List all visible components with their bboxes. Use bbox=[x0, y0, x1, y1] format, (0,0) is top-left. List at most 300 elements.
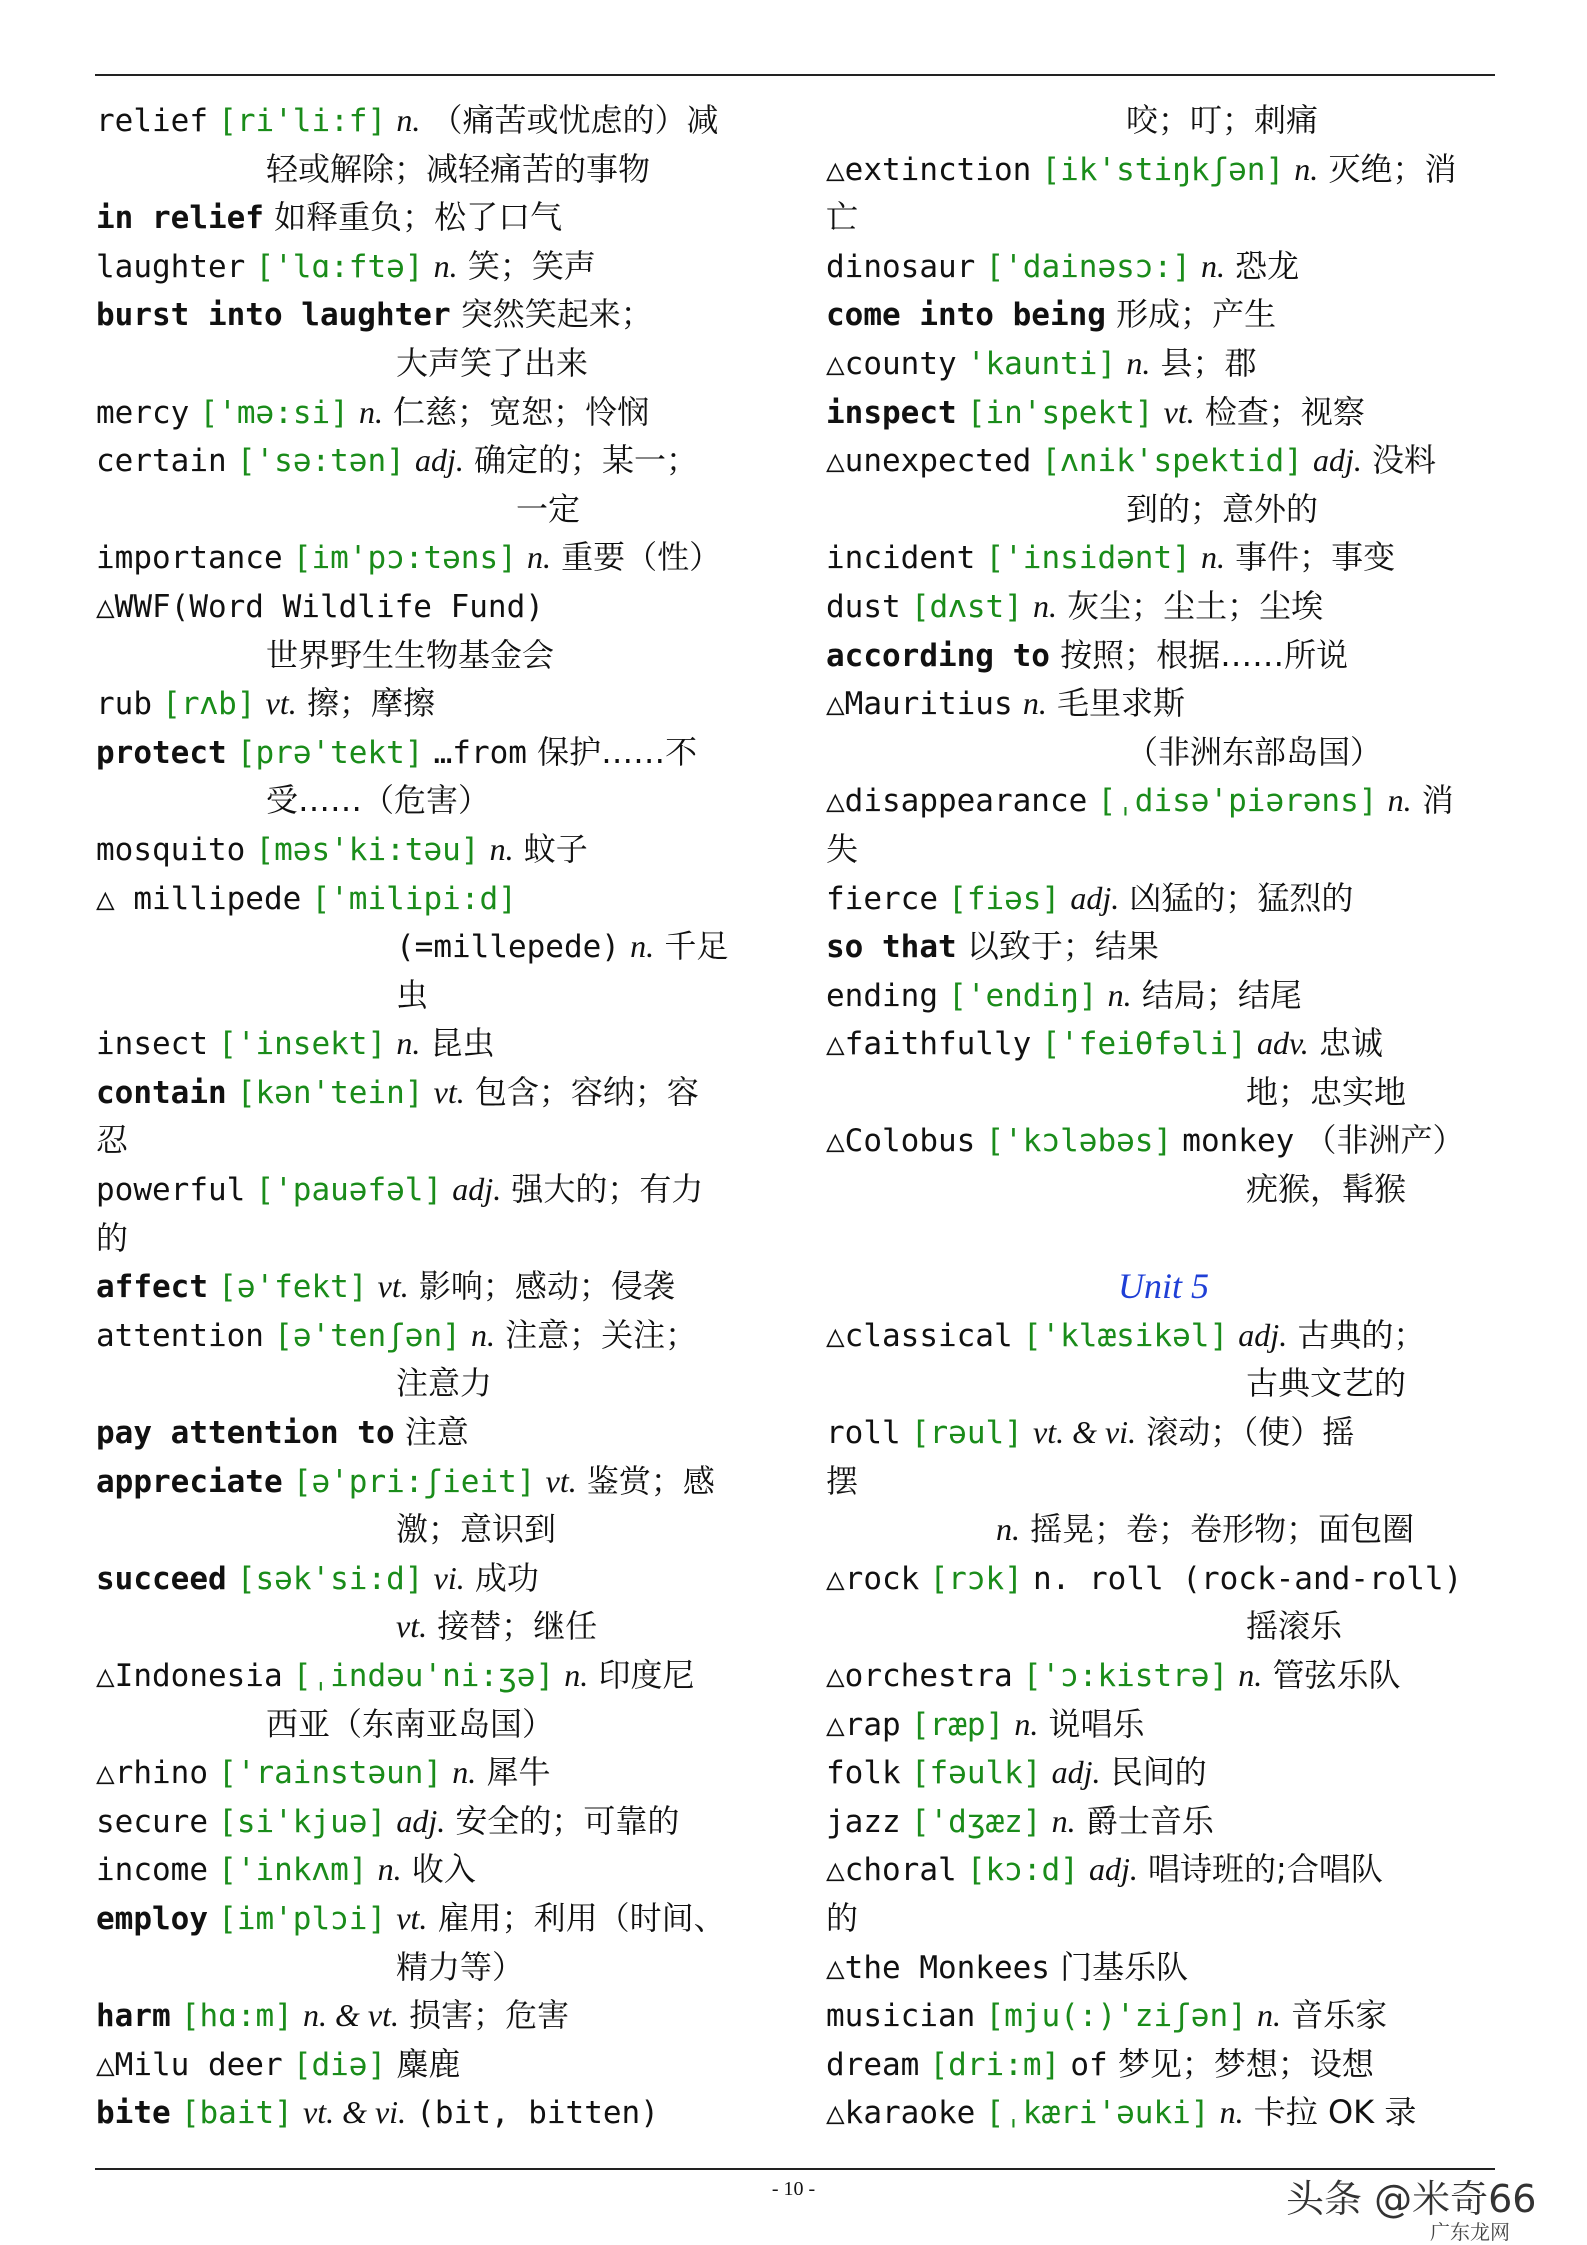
phonetic: [rʌb] bbox=[162, 686, 256, 723]
vocab-line bbox=[96, 193, 771, 242]
vocab-line bbox=[826, 874, 1501, 923]
vocab-line bbox=[96, 1262, 771, 1311]
definition: 仁慈；宽恕；怜悯 bbox=[393, 392, 650, 431]
headword: rub bbox=[96, 686, 152, 723]
vocab-line bbox=[96, 436, 771, 485]
vocab-line bbox=[826, 582, 1501, 631]
part-of-speech: vt. bbox=[433, 1073, 465, 1110]
headword: △choral bbox=[826, 1852, 957, 1889]
watermark-sub: 广东龙网 bbox=[1430, 2220, 1510, 2244]
headword: fierce bbox=[826, 880, 938, 917]
vocab-line bbox=[826, 1845, 1501, 1894]
part-of-speech: adj. bbox=[414, 442, 464, 479]
part-of-speech: n. bbox=[1107, 976, 1132, 1013]
part-of-speech: adj. bbox=[1051, 1754, 1101, 1791]
headword: dust bbox=[826, 588, 901, 625]
definition: 凶猛的；猛烈的 bbox=[1129, 878, 1354, 917]
headword: △faithfully bbox=[826, 1026, 1032, 1063]
vocab-line bbox=[826, 388, 1501, 437]
vocab-line bbox=[96, 971, 771, 1020]
definition: 注意；关注； bbox=[505, 1315, 698, 1354]
part-of-speech: n. bbox=[630, 928, 655, 965]
phonetic: [ə'tenʃən] bbox=[274, 1317, 461, 1354]
vocab-line bbox=[826, 922, 1501, 971]
vocab-line bbox=[96, 1359, 771, 1408]
definition: 唱诗班的;合唱队 bbox=[1148, 1850, 1383, 1889]
phonetic: [diə] bbox=[292, 2046, 387, 2083]
vocab-line bbox=[826, 1214, 1501, 1263]
headword: △unexpected bbox=[826, 443, 1032, 480]
phonetic: ['dainəsɔ:] bbox=[985, 248, 1191, 285]
definition: 音乐家 bbox=[1291, 1996, 1388, 2035]
vocab-line bbox=[96, 1991, 771, 2040]
vocab-line bbox=[826, 1505, 1501, 1554]
phonetic: [rəul] bbox=[910, 1415, 1023, 1452]
definition: 笑；笑声 bbox=[467, 246, 596, 285]
vocab-line bbox=[826, 1700, 1501, 1749]
part-of-speech: n. bbox=[1219, 2094, 1244, 2131]
phonetic: ['insekt] bbox=[218, 1026, 387, 1063]
phonetic: [ik'stiŋkʃən] bbox=[1041, 151, 1285, 188]
vocab-line bbox=[96, 485, 771, 534]
headword: △the Monkees bbox=[826, 1949, 1050, 1986]
part-of-speech: vt. & vi. bbox=[302, 2094, 407, 2131]
vocab-line bbox=[96, 242, 771, 291]
definition: 注意力 bbox=[396, 1364, 493, 1403]
definition: 按照；根据……所说 bbox=[1060, 635, 1349, 674]
headword: dinosaur bbox=[826, 248, 976, 285]
headword: burst into laughter bbox=[96, 297, 451, 334]
vocab-line bbox=[826, 339, 1501, 388]
vocab-line bbox=[826, 1116, 1501, 1165]
headword: harm bbox=[96, 1998, 171, 2035]
headword: in relief bbox=[96, 200, 264, 237]
vocab-line bbox=[826, 1457, 1501, 1506]
definition: 收入 bbox=[411, 1850, 476, 1889]
definition: 说唱乐 bbox=[1048, 1704, 1145, 1743]
vocab-line bbox=[826, 1262, 1501, 1311]
headword: △Mauritius bbox=[826, 686, 1013, 723]
headword: △classical bbox=[826, 1317, 1013, 1354]
definition: 的 bbox=[826, 1898, 859, 1937]
headword: income bbox=[96, 1852, 208, 1889]
part-of-speech: vi. bbox=[433, 1559, 465, 1596]
part-of-speech: vt. bbox=[545, 1462, 577, 1499]
part-of-speech: n. bbox=[1014, 1705, 1039, 1742]
vocab-line bbox=[96, 2040, 771, 2089]
phonetic: [ˌindəu'ni:ʒə] bbox=[292, 1658, 555, 1694]
phonetic: [fəulk] bbox=[910, 1755, 1042, 1792]
vocab-line bbox=[96, 1894, 771, 1943]
part-of-speech: n. bbox=[996, 1511, 1020, 1548]
definition: 麋鹿 bbox=[396, 2044, 461, 2083]
vocab-line bbox=[826, 825, 1501, 874]
headword: according to bbox=[826, 637, 1050, 674]
headword: succeed bbox=[96, 1560, 227, 1597]
vocab-line bbox=[96, 1651, 771, 1700]
part-of-speech: vt. bbox=[396, 1899, 428, 1936]
definition: 咬；叮；刺痛 bbox=[1126, 101, 1319, 139]
vocab-line bbox=[826, 533, 1501, 582]
vocab-line bbox=[96, 145, 771, 194]
part-of-speech: n. bbox=[526, 539, 551, 576]
definition: 昆虫 bbox=[430, 1024, 495, 1063]
definition: 摆 bbox=[826, 1461, 859, 1500]
part-of-speech: n. bbox=[1126, 344, 1151, 381]
vocab-line bbox=[826, 290, 1501, 339]
definition: 接替；继任 bbox=[437, 1607, 598, 1646]
definition: 雇用；利用（时间、 bbox=[437, 1898, 726, 1937]
part-of-speech: n. bbox=[1200, 539, 1225, 576]
headword: appreciate bbox=[96, 1463, 283, 1500]
page-number: - 10 - bbox=[771, 2178, 816, 2200]
headword: inspect bbox=[826, 394, 957, 431]
headword: dream bbox=[826, 2046, 920, 2083]
headword: attention bbox=[96, 1317, 264, 1354]
definition: 没料 bbox=[1372, 441, 1437, 480]
vocab-line bbox=[826, 1311, 1501, 1360]
definition: 一定 bbox=[516, 489, 581, 528]
headword: △karaoke bbox=[826, 2095, 976, 2132]
phonetic: [kən'tein] bbox=[236, 1074, 424, 1111]
part-of-speech: n. bbox=[377, 1851, 402, 1888]
definition: 虫 bbox=[396, 975, 429, 1014]
headword: bite bbox=[96, 2095, 171, 2132]
headword: mosquito bbox=[96, 831, 246, 868]
definition: 受……（危害） bbox=[266, 781, 491, 820]
definition: 犀牛 bbox=[486, 1753, 551, 1792]
part-of-speech: vt. bbox=[265, 685, 297, 722]
vocab-line bbox=[96, 728, 771, 777]
vocab-line bbox=[96, 1457, 771, 1506]
phonetic: [dri:m] bbox=[929, 2046, 1061, 2083]
part-of-speech: n. bbox=[489, 830, 514, 867]
vocab-line bbox=[96, 582, 771, 631]
vocab-line bbox=[96, 96, 771, 145]
headword: contain bbox=[96, 1074, 227, 1111]
phonetic: ['insidənt] bbox=[985, 540, 1191, 577]
vocab-line bbox=[826, 193, 1501, 242]
definition: 到的；意外的 bbox=[1126, 489, 1319, 528]
part-of-speech: vt. bbox=[1163, 393, 1195, 430]
definition: 忍 bbox=[96, 1121, 129, 1160]
phonetic: ['sə:tən] bbox=[236, 443, 405, 480]
phonetic: ['feiθfəli] bbox=[1041, 1026, 1247, 1063]
headword: mercy bbox=[96, 394, 190, 431]
headword: △rhino bbox=[96, 1755, 208, 1792]
headword: △Milu deer bbox=[96, 2046, 283, 2083]
vocab-line bbox=[96, 1068, 771, 1117]
definition: 消 bbox=[1421, 781, 1454, 820]
definition: 滚动；（使）摇 bbox=[1146, 1413, 1355, 1452]
vocab-line bbox=[96, 2088, 771, 2137]
definition: 千足 bbox=[664, 927, 729, 966]
vocab-line bbox=[826, 1554, 1501, 1603]
vocab-line bbox=[96, 1311, 771, 1360]
definition: 印度尼 bbox=[598, 1656, 695, 1694]
vocab-line bbox=[96, 825, 771, 874]
phonetic: [im'pɔ:təns] bbox=[292, 540, 517, 577]
vocab-line bbox=[96, 1408, 771, 1457]
headword: laughter bbox=[96, 248, 246, 285]
vocab-line bbox=[826, 679, 1501, 728]
part-of-speech: adv. bbox=[1256, 1025, 1309, 1062]
phonetic: ['dʒæz] bbox=[910, 1803, 1042, 1840]
definition: 西亚（东南亚岛国） bbox=[266, 1704, 555, 1743]
vocab-line bbox=[826, 1748, 1501, 1797]
part-of-speech: adj. bbox=[1088, 1851, 1138, 1888]
definition: 检查；视察 bbox=[1204, 392, 1365, 431]
vocab-line bbox=[96, 1554, 771, 1603]
phonetic: ['pauəfəl] bbox=[255, 1172, 443, 1209]
phonetic: [rɔk] bbox=[929, 1560, 1023, 1597]
headword: (=millepede) bbox=[396, 929, 620, 966]
headword: folk bbox=[826, 1755, 901, 1792]
part-of-speech: n. bbox=[470, 1316, 495, 1353]
definition: 摇晃；卷；卷形物；面包圈 bbox=[1030, 1510, 1415, 1549]
extra-text: n. roll (rock-and-roll) bbox=[1033, 1560, 1463, 1597]
extra-text: of bbox=[1070, 2046, 1108, 2083]
part-of-speech: adj. bbox=[452, 1171, 502, 1208]
vocab-line bbox=[96, 1165, 771, 1214]
definition: 古典的； bbox=[1297, 1315, 1426, 1354]
definition: 爵士音乐 bbox=[1085, 1801, 1214, 1840]
vocab-line bbox=[826, 1894, 1501, 1943]
definition: 古典文艺的 bbox=[1246, 1364, 1407, 1403]
vocab-line bbox=[96, 1116, 771, 1165]
phonetic: [ˌkæri'əuki] bbox=[985, 2095, 1210, 2132]
definition: 损害；危害 bbox=[409, 1996, 570, 2035]
headword: come into being bbox=[826, 297, 1106, 334]
definition: 地；忠实地 bbox=[1246, 1072, 1407, 1111]
phonetic: [hɑ:m] bbox=[180, 1998, 293, 2035]
definition: 卡拉 OK 录 bbox=[1253, 2093, 1417, 2132]
part-of-speech: n. bbox=[1256, 1997, 1281, 2034]
headword: △rock bbox=[826, 1560, 920, 1597]
vocab-line bbox=[96, 874, 771, 923]
phonetic: [fiəs] bbox=[948, 880, 1061, 917]
extra-text: monkey bbox=[1182, 1123, 1295, 1160]
vocab-line bbox=[826, 1797, 1501, 1846]
phonetic: ['inkʌm] bbox=[218, 1852, 368, 1889]
vocab-line bbox=[826, 1943, 1501, 1992]
definition: 轻或解除；减轻痛苦的事物 bbox=[266, 149, 651, 188]
headword: secure bbox=[96, 1803, 208, 1840]
vocab-line bbox=[826, 1651, 1501, 1700]
definition: 摇滚乐 bbox=[1246, 1607, 1343, 1646]
phonetic: [ʌnik'spektid] bbox=[1041, 443, 1303, 480]
definition: 影响；感动；侵袭 bbox=[418, 1267, 675, 1306]
phonetic: [in'spekt] bbox=[966, 394, 1154, 431]
headword: incident bbox=[826, 540, 976, 577]
definition: 结局；结尾 bbox=[1141, 975, 1302, 1014]
extra-text: …from bbox=[433, 734, 527, 771]
vocab-line bbox=[826, 2040, 1501, 2089]
definition: 强大的；有力 bbox=[511, 1170, 704, 1209]
vocab-line bbox=[96, 1214, 771, 1263]
headword: importance bbox=[96, 540, 283, 577]
definition: 管弦乐队 bbox=[1272, 1656, 1401, 1694]
header-rule bbox=[95, 74, 1495, 76]
left-column bbox=[96, 96, 771, 2137]
part-of-speech: n. bbox=[1238, 1657, 1263, 1693]
headword: △Colobus bbox=[826, 1123, 976, 1160]
vocab-line bbox=[96, 1602, 771, 1651]
headword: jazz bbox=[826, 1803, 901, 1840]
vocab-line bbox=[826, 631, 1501, 680]
headword: protect bbox=[96, 734, 227, 771]
vocab-line bbox=[826, 728, 1501, 777]
definition: 世界野生生物基金会 bbox=[266, 635, 555, 674]
phonetic: [dʌst] bbox=[910, 588, 1023, 625]
vocab-line bbox=[96, 679, 771, 728]
definition: 毛里求斯 bbox=[1056, 684, 1185, 723]
definition: 如释重负；松了口气 bbox=[274, 198, 563, 237]
part-of-speech: adj. bbox=[396, 1802, 446, 1839]
definition: 成功 bbox=[474, 1558, 539, 1597]
phonetic: [ə'pri:ʃieit] bbox=[292, 1463, 536, 1500]
phonetic: ['milipi:d] bbox=[311, 880, 517, 917]
part-of-speech: n. & vt. bbox=[302, 1997, 399, 2034]
definition: 注意 bbox=[404, 1413, 469, 1452]
headword: △rap bbox=[826, 1706, 901, 1743]
part-of-speech: n. bbox=[396, 102, 421, 138]
headword: △extinction bbox=[826, 151, 1032, 188]
definition: 民间的 bbox=[1110, 1753, 1207, 1792]
definition: （非洲产） bbox=[1304, 1121, 1465, 1160]
phonetic: [si'kjuə] bbox=[218, 1803, 387, 1840]
part-of-speech: n. bbox=[1387, 782, 1412, 819]
headword: roll bbox=[826, 1415, 901, 1452]
phonetic: [mju(:)'ziʃən] bbox=[985, 1998, 1247, 2035]
vocab-line bbox=[826, 1408, 1501, 1457]
headword: ending bbox=[826, 977, 938, 1014]
vocab-line bbox=[826, 436, 1501, 485]
unit-heading: Unit 5 bbox=[1117, 1266, 1209, 1307]
vocab-line bbox=[826, 1602, 1501, 1651]
part-of-speech: n. bbox=[1200, 247, 1225, 284]
vocab-line bbox=[826, 1165, 1501, 1214]
vocab-line bbox=[96, 1019, 771, 1068]
headword: musician bbox=[826, 1998, 976, 2035]
headword: relief bbox=[96, 103, 208, 139]
part-of-speech: n. bbox=[396, 1025, 421, 1062]
phonetic: [bait] bbox=[180, 2095, 293, 2132]
definition: 梦见；梦想；设想 bbox=[1117, 2044, 1374, 2083]
part-of-speech: adj. bbox=[1238, 1316, 1288, 1353]
definition: 灰尘；尘土；尘埃 bbox=[1067, 586, 1324, 625]
definition: 事件；事变 bbox=[1235, 538, 1396, 577]
vocab-line bbox=[96, 922, 771, 971]
definition: 包含；容纳；容 bbox=[474, 1072, 699, 1111]
part-of-speech: n. bbox=[1051, 1802, 1076, 1839]
definition: 恐龙 bbox=[1235, 246, 1300, 285]
definition: 大声笑了出来 bbox=[396, 343, 589, 382]
headword: △Indonesia bbox=[96, 1658, 283, 1694]
vocab-line bbox=[96, 1943, 771, 1992]
definition: （痛苦或忧虑的）减 bbox=[430, 101, 719, 139]
definition: 县；郡 bbox=[1160, 343, 1257, 382]
definition: 突然笑起来； bbox=[460, 295, 653, 334]
phonetic: [sək'si:d] bbox=[236, 1560, 424, 1597]
vocab-line bbox=[826, 776, 1501, 825]
definition: 形成；产生 bbox=[1116, 295, 1277, 334]
vocab-line bbox=[96, 1845, 771, 1894]
definition: 疣猴，髯猴 bbox=[1246, 1170, 1407, 1209]
vocab-line bbox=[826, 971, 1501, 1020]
phonetic: [ræp] bbox=[910, 1706, 1005, 1743]
vocab-line bbox=[826, 96, 1501, 145]
vocab-line bbox=[826, 2088, 1501, 2137]
definition: 灭绝；消 bbox=[1328, 149, 1457, 188]
watermark: 头条 @米奇66 bbox=[1286, 2177, 1537, 2221]
vocab-line bbox=[96, 631, 771, 680]
part-of-speech: n. bbox=[1294, 150, 1319, 187]
vocab-line bbox=[96, 290, 771, 339]
definition: 激；意识到 bbox=[396, 1510, 557, 1549]
part-of-speech: adj. bbox=[1312, 442, 1362, 479]
vocab-line bbox=[96, 388, 771, 437]
headword: △ millipede bbox=[96, 880, 302, 917]
extra-text: (bit, bitten) bbox=[416, 2095, 659, 2132]
definition: 亡 bbox=[826, 198, 859, 237]
part-of-speech: n. bbox=[564, 1657, 589, 1693]
vocab-line bbox=[96, 776, 771, 825]
part-of-speech: vt. bbox=[377, 1268, 409, 1305]
phonetic: [ˌdisə'piərəns] bbox=[1097, 783, 1378, 820]
vocab-line bbox=[96, 1700, 771, 1749]
headword: employ bbox=[96, 1900, 208, 1937]
vocab-line bbox=[96, 1797, 771, 1846]
definition: 安全的；可靠的 bbox=[455, 1801, 680, 1840]
phonetic: [ə'fekt] bbox=[218, 1269, 368, 1306]
part-of-speech: n. bbox=[358, 393, 383, 430]
phonetic: 'kaunti] bbox=[966, 345, 1117, 382]
phonetic: [im'plɔi] bbox=[218, 1900, 387, 1937]
headword: powerful bbox=[96, 1172, 246, 1209]
definition: 失 bbox=[826, 829, 859, 868]
vocab-line bbox=[96, 533, 771, 582]
definition: 保护……不 bbox=[537, 732, 698, 771]
definition: 重要（性） bbox=[561, 538, 722, 577]
headword: insect bbox=[96, 1026, 208, 1063]
part-of-speech: n. bbox=[433, 247, 458, 284]
part-of-speech: n. bbox=[1022, 685, 1047, 722]
vocab-line bbox=[826, 1359, 1501, 1408]
phonetic: [kɔ:d] bbox=[966, 1852, 1079, 1889]
phonetic: ['endiŋ] bbox=[948, 977, 1098, 1014]
headword: △disappearance bbox=[826, 783, 1088, 820]
definition: 蚊子 bbox=[523, 829, 588, 868]
headword: so that bbox=[826, 929, 957, 966]
vocab-line bbox=[826, 485, 1501, 534]
vocab-line bbox=[826, 145, 1501, 194]
part-of-speech: vt. bbox=[396, 1608, 428, 1645]
part-of-speech: n. bbox=[1032, 587, 1057, 624]
phonetic: ['ɔ:kistrə] bbox=[1022, 1658, 1229, 1694]
phonetic: [prə'tekt] bbox=[236, 734, 424, 771]
phonetic: [ri'li:f] bbox=[218, 103, 387, 139]
vocab-line bbox=[96, 1748, 771, 1797]
phonetic: ['kɔləbəs] bbox=[985, 1123, 1173, 1160]
headword: △WWF(Word Wildlife Fund) bbox=[96, 588, 544, 625]
phonetic: ['lɑ:ftə] bbox=[255, 248, 424, 285]
definition: 擦；摩擦 bbox=[306, 684, 435, 723]
right-column bbox=[826, 96, 1501, 2137]
vocab-line bbox=[826, 1019, 1501, 1068]
definition: 的 bbox=[96, 1218, 129, 1257]
vocab-line bbox=[826, 1068, 1501, 1117]
